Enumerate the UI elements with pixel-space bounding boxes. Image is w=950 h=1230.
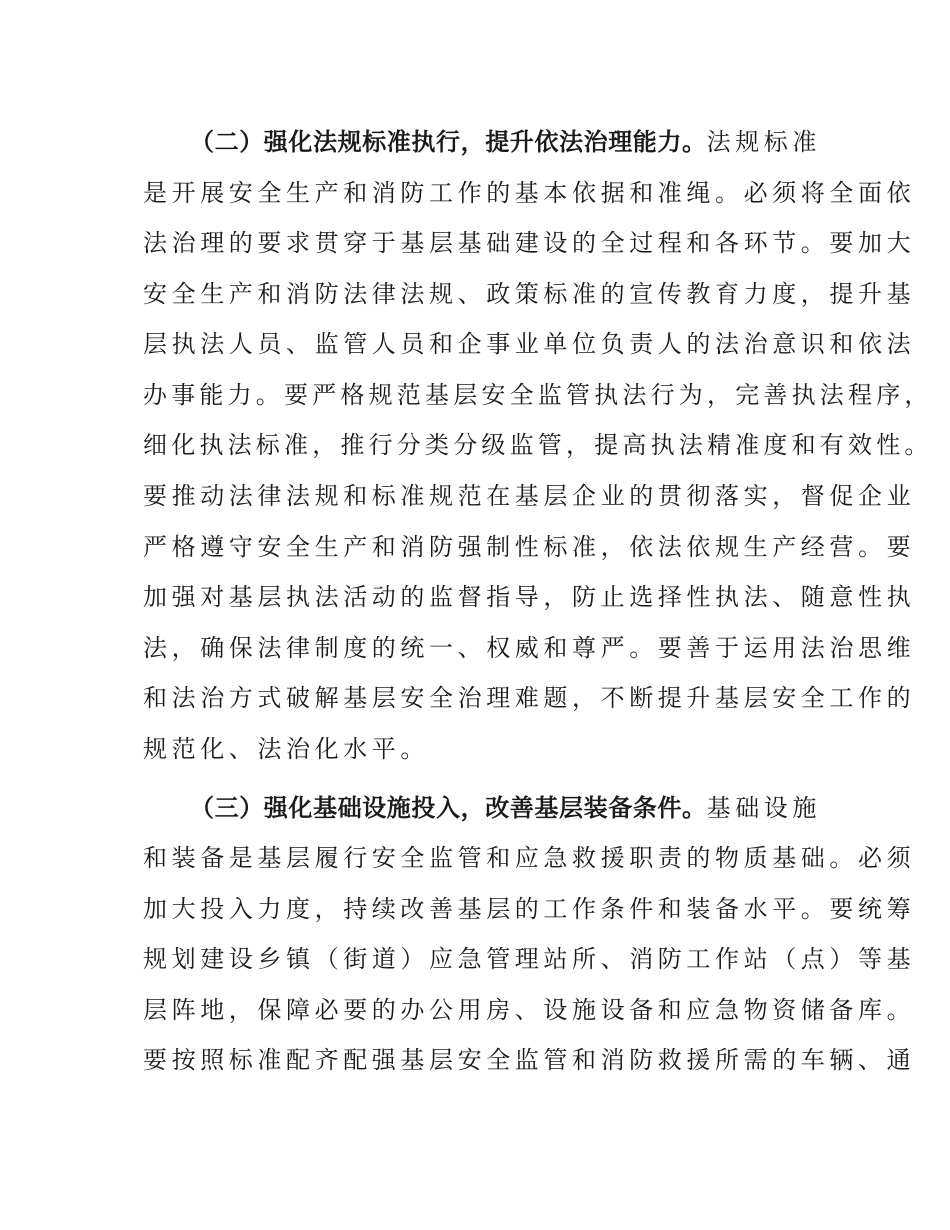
paragraph-line: 要推动法律法规和标准规范在基层企业的贯彻落实，督促企业 xyxy=(143,482,916,510)
paragraph-line: 规范化、法治化水平。 xyxy=(143,735,429,763)
paragraph-line: 加强对基层执法活动的监督指导，防止选择性执法、随意性执 xyxy=(143,583,916,611)
paragraph-line: 和装备是基层履行安全监管和应急救援职责的物质基础。必须 xyxy=(143,844,916,872)
paragraph-text: 法规标准 xyxy=(706,128,822,156)
paragraph-line: 层执法人员、监管人员和企事业单位负责人的法治意识和依法 xyxy=(143,330,916,358)
paragraph-line: 安全生产和消防法律法规、政策标准的宣传教育力度，提升基 xyxy=(143,280,916,308)
section-heading: （三）强化基础设施投入，改善基层装备条件。 xyxy=(190,794,707,822)
paragraph-line: 要按照标准配齐配强基层安全监管和消防救援所需的车辆、通 xyxy=(143,1046,916,1074)
paragraph-line: 法治理的要求贯穿于基层基础建设的全过程和各环节。要加大 xyxy=(143,229,916,257)
paragraph-line: 和法治方式破解基层安全治理难题，不断提升基层安全工作的 xyxy=(143,684,916,712)
paragraph-line: 办事能力。要严格规范基层安全监管执法行为，完善执法程序， xyxy=(143,381,933,409)
paragraph-line: 规划建设乡镇（街道）应急管理站所、消防工作站（点）等基 xyxy=(143,945,916,973)
paragraph-line: 加大投入力度，持续改善基层的工作条件和装备水平。要统筹 xyxy=(143,895,916,923)
paragraph-line: 层阵地，保障必要的办公用房、设施设备和应急物资储备库。 xyxy=(143,996,916,1024)
paragraph-line: 细化执法标准，推行分类分级监管，提高执法精准度和有效性。 xyxy=(143,431,933,459)
paragraph-line: 严格遵守安全生产和消防强制性标准，依法依规生产经营。要 xyxy=(143,533,916,561)
paragraph-line: 是开展安全生产和消防工作的基本依据和准绳。必须将全面依 xyxy=(143,179,916,207)
paragraph-line-first xyxy=(190,790,821,826)
paragraph-line-first xyxy=(190,124,821,160)
section-heading: （二）强化法规标准执行，提升依法治理能力。 xyxy=(190,128,707,156)
paragraph-text: 基础设施 xyxy=(706,794,822,822)
paragraph-line: 法，确保法律制度的统一、权威和尊严。要善于运用法治思维 xyxy=(143,634,916,662)
